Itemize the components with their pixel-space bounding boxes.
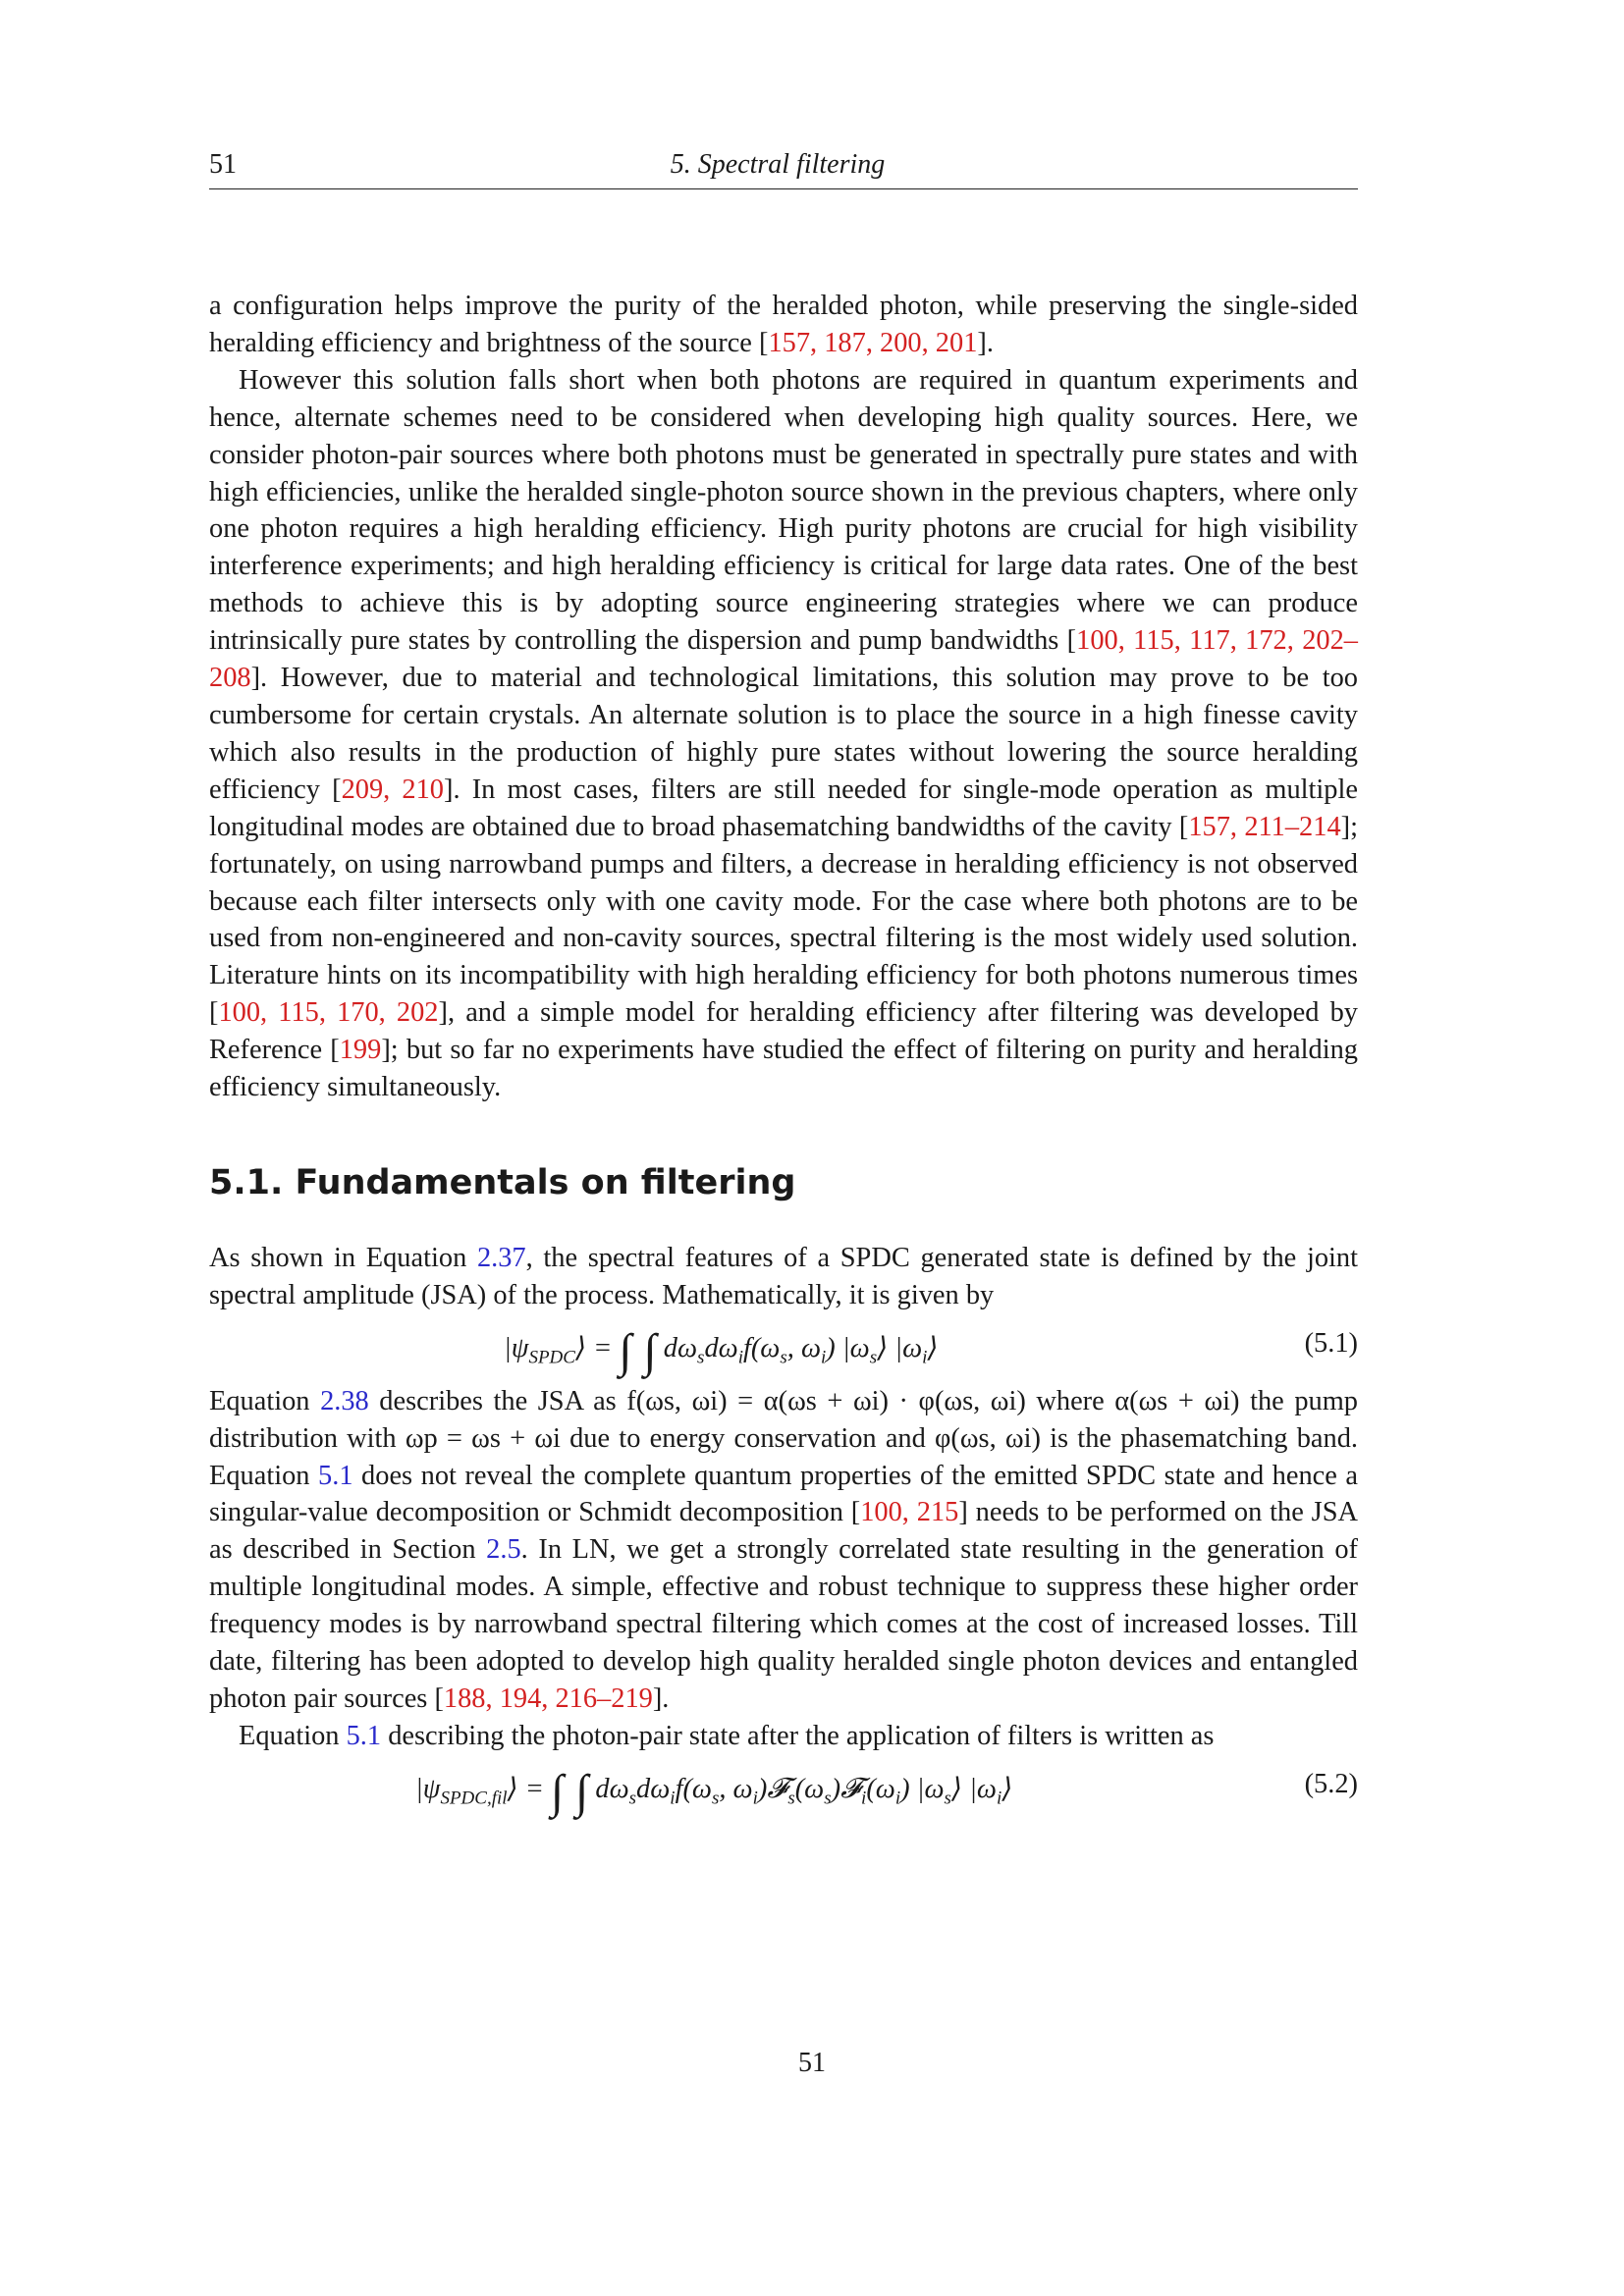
citation[interactable]: 100, 115, 170, 202 <box>218 997 439 1029</box>
section-heading: 5.1. Fundamentals on filtering <box>209 1162 796 1202</box>
paragraph-4: Equation 2.38 describes the JSA as f(ωs, ωi) = α(ωs + ωi) · φ(ωs, ωi) where α(ωs + ωi) the pump distribution with ωp = ωs + ωi due to energy conservation and φ(ωs, ωi) is the phasematching band. Equation 5.1 does not reveal the complete quantum properties of the emitted SPDC state and hence a singular-value decomposition or Schmidt decomposition [100, 215] needs to be performed on the JSA as described in Section 2.5. In LN, we get a strongly correlated state resulting in the generation of multiple longitudinal modes. A simple, effective and robust technique to suppress these higher order frequency modes is by narrowband spectral filtering which comes at the cost of increased losses. Till date, filtering has been adopted to develop high quality heralded single photon devices and entangled photon pair sources [188, 194, 216–219]. <box>209 1385 1359 1714</box>
header-chapter-title: 5. Spectral filtering <box>670 149 886 180</box>
header-page-number: 51 <box>209 149 237 180</box>
equation-body: $|\psi_{SPDC,fil}⟩$ = ∫ ∫ $d\omega_sd\omega_if(\omega_s$, $\omega_i)𝓕_s(\omega_s)𝓕_i(\omega_i)$ $|\omega_s⟩$ $|\omega_i⟩$ <box>415 1765 1013 1818</box>
paragraph-5: Equation 5.1 describing the photon-pair state after the application of filters is written as <box>239 1720 1215 1751</box>
paragraph-2: However this solution falls short when both photons are required in quantum experiments and hence, alternate schemes need to be considered when developing high quality sources. Here, we consider photon-pair sources where both photons must be generated in spectrally pure states and with high efficiencies, unlike the heralded single-photon source shown in the previous chapters, where only one photon requires a high heralding efficiency. High purity photons are crucial for high visibility interference experiments; and high heralding efficiency is critical for large data rates. One of the best methods to achieve this is by adopting source engineering strategies where we can produce intrinsically pure states by controlling the dispersion and pump bandwidths [100, 115, 117, 172, 202–208]. However, due to material and technological limitations, this solution may prove to be too cumbersome for certain crystals. An alternate solution is to place the source in a high finesse cavity which also results in the production of highly pure states without lowering the source heralding efficiency [209, 210]. In most cases, filters are still needed for single-mode operation as multiple longitudinal modes are obtained due to broad phasematching bandwidths of the cavity [157, 211–214]; fortunately, on using narrowband pumps and filters, a decrease in heralding efficiency is not observed because each filter intersects only with one cavity mode. For the case where both photons are to be used from non-engineered and non-cavity sources, spectral filtering is the most widely used solution. Literature hints on its incompatibility with high heralding efficiency for both photons numerous times [100, 115, 170, 202], and a simple model for heralding efficiency after filtering was developed by Reference [199]; but so far no experiments have studied the effect of filtering on purity and heralding efficiency simultaneously. <box>209 364 1358 1103</box>
page-footer-number: 51 <box>798 2048 826 2078</box>
equation-number: (5.2) <box>1304 1768 1358 1799</box>
paragraph-3: As shown in Equation 2.37, the spectral features of a SPDC generated state is defined by the joint spectral amplitude (JSA) of the process. Mathematically, it is given by <box>209 1242 1358 1310</box>
citation[interactable]: 188, 194, 216–219 <box>443 1683 653 1714</box>
section-reference[interactable]: 2.5 <box>486 1534 521 1566</box>
citation[interactable]: 100, 215 <box>860 1497 959 1528</box>
equation-reference[interactable]: 5.1 <box>318 1460 353 1491</box>
running-header <box>209 147 1358 189</box>
page <box>209 147 1358 1824</box>
citation[interactable]: 209, 210 <box>341 774 444 805</box>
equation-number: (5.1) <box>1304 1327 1358 1359</box>
citation[interactable]: 199 <box>339 1035 382 1066</box>
citation[interactable]: 157, 187, 200, 201 <box>768 327 978 358</box>
equation-reference[interactable]: 5.1 <box>346 1720 382 1751</box>
citation[interactable]: 100, 115, 117, 172, 202–208 <box>209 625 1358 694</box>
equation-reference[interactable]: 2.38 <box>320 1385 369 1416</box>
equation-5-2 <box>209 1755 1358 1824</box>
intro-block <box>209 288 1358 1106</box>
paragraph-1: a configuration helps improve the purity of the heralded photon, while preserving the single-sided heralding efficiency and brightness of the source [157, 187, 200, 201]. <box>209 291 1358 358</box>
equation-reference[interactable]: 2.37 <box>476 1242 526 1273</box>
equation-5-1 <box>209 1314 1358 1383</box>
equation-body: $|\psi_{SPDC}⟩$ = ∫ ∫ $d\omega_sd\omega_if(\omega_s$, $\omega_i$) $|\omega_s⟩$ $|\omega_i⟩$ <box>504 1324 939 1377</box>
citation[interactable]: 157, 211–214 <box>1188 811 1341 842</box>
